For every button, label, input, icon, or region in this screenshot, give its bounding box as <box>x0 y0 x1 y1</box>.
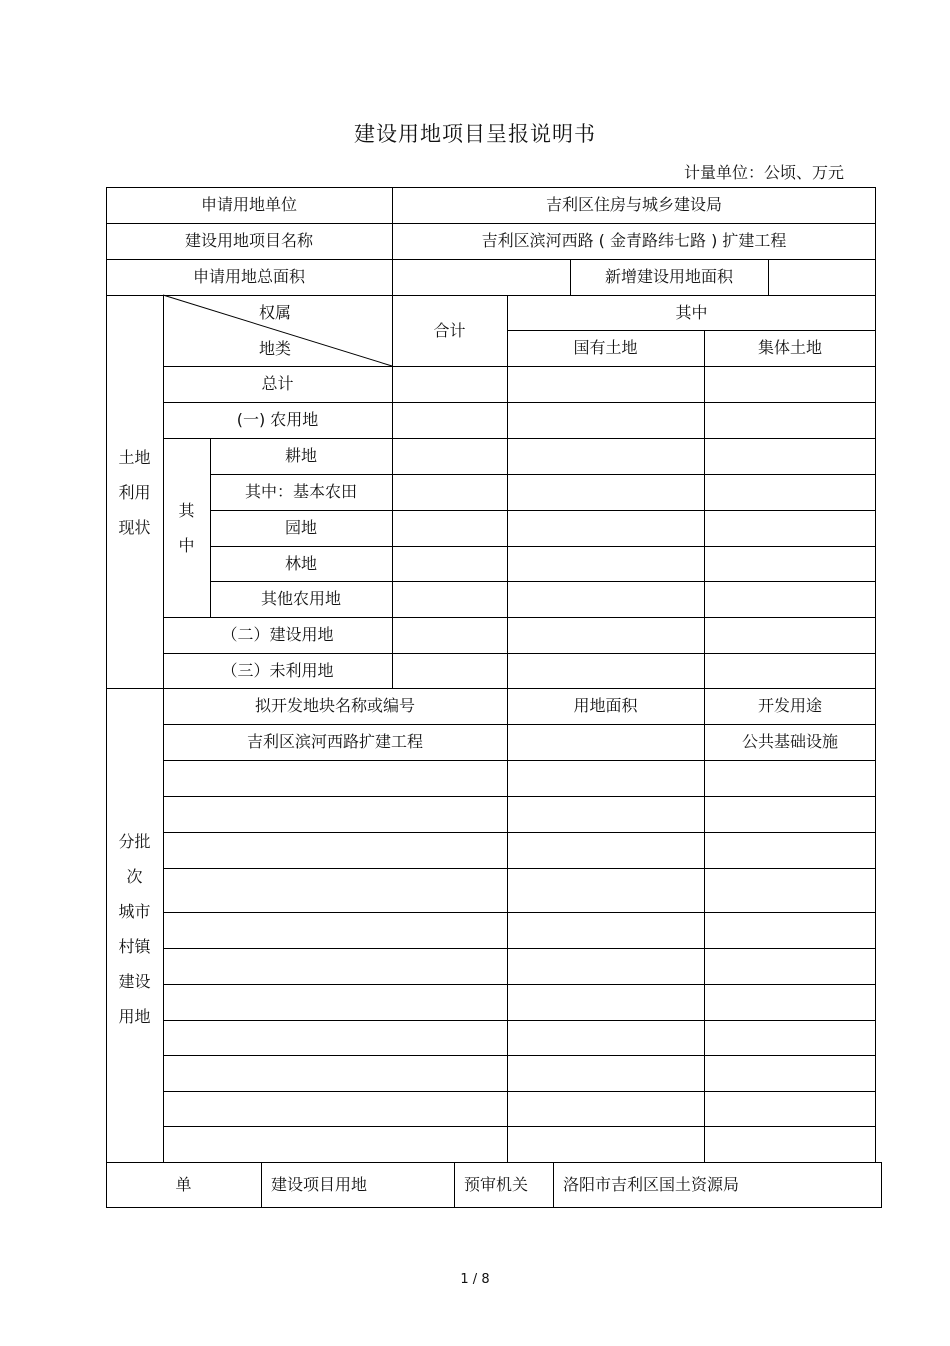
new-area-label: 新增建设用地面积 <box>604 267 733 287</box>
row-arable-label: 耕地 <box>284 446 317 466</box>
project-name-label: 建设用地项目名称 <box>184 231 313 251</box>
row-forest-label: 林地 <box>284 553 317 573</box>
of-which-header: 其中 <box>675 302 708 322</box>
bottom-cell-2: 建设项目用地 <box>271 1175 368 1195</box>
sub-group-label <box>163 438 210 617</box>
page-indicator: 1 / 8 <box>460 1272 490 1287</box>
state-land-header: 国有土地 <box>573 338 638 358</box>
batch-label-line2: 次 <box>126 867 143 886</box>
total-column-header: 合计 <box>433 320 466 340</box>
ownership-header: 权属 <box>258 303 291 323</box>
land-status-label-line1: 土地 <box>118 448 151 467</box>
row-unused-label: （三）未利用地 <box>221 660 334 680</box>
bottom-cell-3: 预审机关 <box>464 1175 529 1195</box>
document-title: 建设用地项目呈报说明书 <box>354 122 596 146</box>
batch-label-line3: 城市 <box>118 902 151 921</box>
plot-use-header: 开发用途 <box>757 696 822 716</box>
project-name-value: 吉利区滨河西路 ( 金青路纬七路 ) 扩建工程 <box>481 231 787 251</box>
row-agri-label: (一) 农用地 <box>236 410 319 430</box>
row-construction-label: （二）建设用地 <box>221 625 334 645</box>
applicant-value: 吉利区住房与城乡建设局 <box>545 195 722 215</box>
bottom-cell-4: 洛阳市吉利区国土资源局 <box>563 1175 740 1195</box>
row-other-agri-label: 其他农用地 <box>260 589 341 609</box>
batch-label-line5: 建设 <box>118 972 151 991</box>
collective-land-header: 集体土地 <box>757 338 822 358</box>
applicant-label: 申请用地单位 <box>200 195 297 215</box>
land-status-section-label <box>106 295 163 688</box>
plot-row1-use: 公共基础设施 <box>741 732 838 752</box>
batch-section-label <box>106 688 163 1162</box>
plot-name-header: 拟开发地块名称或编号 <box>254 696 415 716</box>
land-status-label-line2: 利用 <box>118 483 151 502</box>
row-garden-label: 园地 <box>284 518 317 538</box>
unit-label: 计量单位：公顷、万元 <box>683 163 844 182</box>
row-total-label: 总计 <box>261 374 294 394</box>
batch-label-line6: 用地 <box>118 1007 151 1026</box>
batch-label-line1: 分批 <box>118 832 151 851</box>
total-area-label: 申请用地总面积 <box>192 267 305 287</box>
batch-label-line4: 村镇 <box>118 937 151 956</box>
sub-group-line2: 中 <box>178 535 195 555</box>
row-basic-farmland-label: 其中：基本农田 <box>244 482 357 502</box>
sub-group-line1: 其 <box>178 500 195 520</box>
land-status-label-line3: 现状 <box>118 518 151 537</box>
plot-row1-name: 吉利区滨河西路扩建工程 <box>246 732 423 752</box>
plot-area-header: 用地面积 <box>573 696 638 716</box>
land-type-header: 地类 <box>258 339 291 359</box>
bottom-cell-1: 单 <box>175 1175 192 1195</box>
